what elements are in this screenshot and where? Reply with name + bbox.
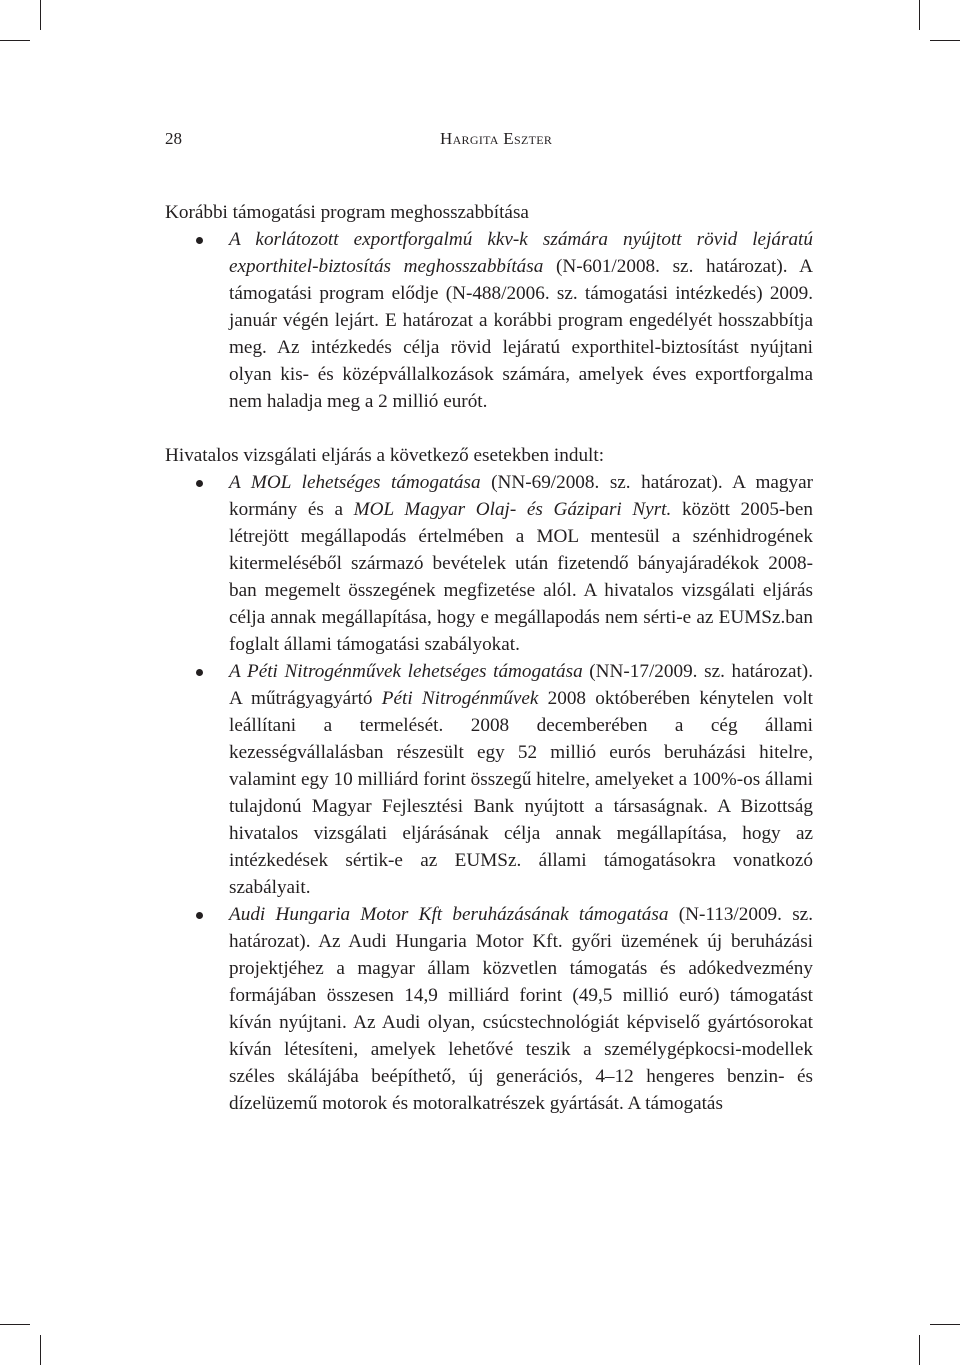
item-title: A korlátozott exportforgalmú kkv-k számára nyújtott rövid lejáratú exporthitel-biztosítás meghosszabbítása — [229, 229, 813, 277]
list-item — [165, 469, 813, 658]
item-inline-italic: Péti Nitrogénművek — [381, 688, 539, 709]
item-body: (N-601/2008. sz. határozat). A támogatási program elődje (N-488/2006. sz. támogatási intézkedés) 2009. január végén lejárt. E határozat a korábbi program engedélyét hosszabbítja meg. Az intézkedés célja rövid lejáratú exporthitel-biztosítást nyújtani olyan kis- és középvállalkozások számára, amelyek éves exportforgalma nem haladja meg a 2 millió eurót. — [229, 256, 813, 412]
item-body: között 2005-ben létrejött megállapodás értelmében a MOL mentesül a szénhidrogének kitermeléséből származó bevételek után fizetendő bányajáradékok 2008-ban megemelt összegének megfizetése alól. A hivatalos vizsgálati eljárás célja annak megállapítása, hogy e megállapodás nem sérti-e az EUMSz.ban foglalt állami támogatási szabályokat. — [229, 499, 813, 655]
item-title: Audi Hungaria Motor Kft beruházásának támogatása — [229, 904, 669, 925]
list-item — [165, 658, 813, 901]
running-head: Hargita Eszter — [440, 129, 553, 148]
crop-mark-top-left-vertical — [40, 0, 41, 30]
item-inline-italic: MOL Magyar Olaj- és Gázipari Nyrt. — [353, 499, 672, 520]
crop-mark-bottom-left-vertical — [40, 1335, 41, 1365]
item-body: (N-113/2009. sz. határozat). Az Audi Hungaria Motor Kft. győri üzemének új beruházási projektjéhez a magyar állam közvetlen támogatás és adókedvezmény formájában összesen 14,9 milliárd forint (49,5 millió euró) támogatást kíván nyújtani. Az Audi olyan, csúcstechnológiát képviselő gyártósorokat kíván létesíteni, amelyek lehetővé teszik a személygépkocsi-modellek széles skálájába beépíthető, új generációs, 4–12 hengeres benzin- és dízelüzemű motorok és motoralkatrészek gyártását. A támogatás — [229, 904, 813, 1114]
crop-mark-top-left-horizontal — [0, 40, 30, 41]
crop-mark-top-right-horizontal — [930, 40, 960, 41]
list-item — [165, 901, 813, 1117]
crop-mark-bottom-right-horizontal — [930, 1324, 960, 1325]
section-heading: Korábbi támogatási program meghosszabbítása — [165, 202, 529, 223]
bullet-icon — [196, 912, 203, 919]
section-heading: Hivatalos vizsgálati eljárás a következő esetekben indult: — [165, 445, 605, 466]
list-item — [165, 226, 813, 415]
page-body — [165, 199, 813, 1117]
item-body: (NN-69/2008. sz. határozat). A magyar kormány és a — [229, 472, 813, 520]
bullet-icon — [196, 669, 203, 676]
bullet-list — [165, 226, 813, 415]
section-spacer — [165, 415, 813, 442]
crop-mark-bottom-left-horizontal — [0, 1324, 30, 1325]
bullet-icon — [196, 480, 203, 487]
item-body: (NN-17/2009. sz. határozat). A műtrágyagyártó — [229, 661, 813, 709]
bullet-list — [165, 469, 813, 1117]
crop-mark-top-right-vertical — [919, 0, 920, 30]
item-title: A MOL lehetséges támogatása — [229, 472, 481, 493]
crop-mark-bottom-right-vertical — [919, 1335, 920, 1365]
item-body: 2008 októberében kénytelen volt leállítani a termelését. 2008 decemberében a cég állami kezességvállalásban részesült egy 52 millió eurós beruházási hitelre, valamint egy 10 milliárd forint összegű hitelre, amelyeket a 100%-os állami tulajdonú Magyar Fejlesztési Bank nyújtott a társaságnak. A Bizottság hivatalos vizsgálati eljárásának célja annak megállapítása, hogy az intézkedések sértik-e az EUMSz. állami támogatásokra vonatkozó szabályait. — [229, 688, 813, 898]
page-number: 28 — [165, 129, 182, 148]
bullet-icon — [196, 237, 203, 244]
item-title: A Péti Nitrogénművek lehetséges támogatása — [229, 661, 583, 682]
page-header — [165, 129, 813, 155]
